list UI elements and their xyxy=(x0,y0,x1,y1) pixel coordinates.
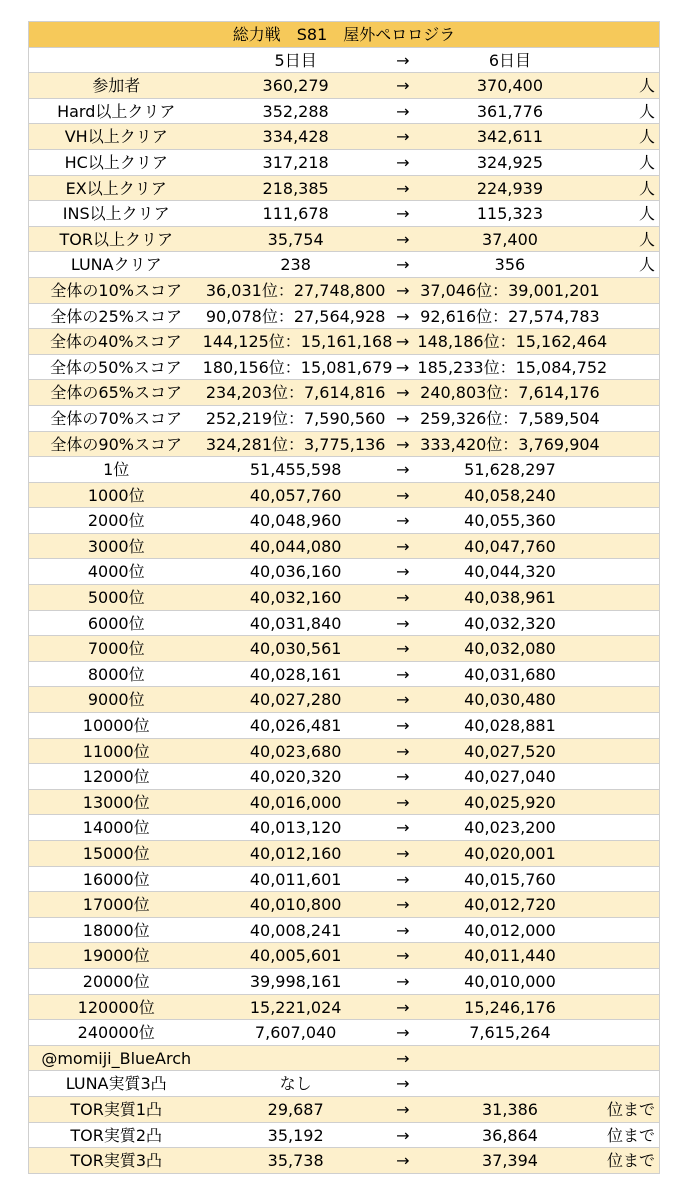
row-unit xyxy=(602,559,659,584)
row-day5-value: 111,678 xyxy=(262,204,329,224)
row-day6-value: 31,386 xyxy=(481,1099,538,1119)
table-body xyxy=(28,73,660,1174)
row-arrow: → xyxy=(396,101,410,121)
row-label: @momiji_BlueArch xyxy=(41,1048,192,1068)
row-arrow: → xyxy=(395,332,410,352)
row-label: 参加者 xyxy=(92,76,141,96)
row-arrow: → xyxy=(396,792,410,812)
row-day5-value: 252,219位：7,590,560 xyxy=(205,408,386,428)
row-label: 240000位 xyxy=(77,1023,155,1043)
row-day6-value: 342,611 xyxy=(476,127,544,147)
table-row xyxy=(28,611,660,637)
row-label: 全体の90%スコア xyxy=(50,434,182,454)
row-unit: 人 xyxy=(638,127,655,147)
row-day5-value: 40,036,160 xyxy=(249,562,342,582)
row-arrow: → xyxy=(396,562,410,582)
row-arrow: → xyxy=(396,229,410,249)
row-arrow: → xyxy=(395,357,410,377)
row-label: 9000位 xyxy=(87,690,145,710)
header-day5: 5日目 xyxy=(274,50,317,70)
row-arrow: → xyxy=(396,767,410,787)
row-day6-value xyxy=(418,1071,602,1096)
table-row xyxy=(28,790,660,816)
row-arrow: → xyxy=(396,690,410,710)
row-label: VH以上クリア xyxy=(64,127,168,147)
table-row xyxy=(28,329,660,355)
row-unit: 位まで xyxy=(606,1099,655,1119)
row-arrow: → xyxy=(396,920,410,940)
row-day5-value: 36,031位：27,748,800 xyxy=(205,280,386,300)
row-unit xyxy=(602,304,659,329)
row-unit xyxy=(602,508,659,533)
row-day6-value: 224,939 xyxy=(476,178,544,198)
row-unit: 人 xyxy=(638,229,655,249)
row-day6-value: 40,032,320 xyxy=(464,613,556,633)
row-arrow: → xyxy=(396,946,410,966)
row-label: 1000位 xyxy=(87,485,145,505)
table-row xyxy=(28,739,660,765)
row-arrow: → xyxy=(396,434,410,454)
table-row xyxy=(28,406,660,432)
table-row xyxy=(28,201,660,227)
row-day6-value: 40,027,520 xyxy=(464,741,556,761)
row-arrow: → xyxy=(396,844,410,863)
table-row xyxy=(28,687,660,713)
table-row xyxy=(28,662,660,688)
row-arrow: → xyxy=(396,895,410,915)
row-unit xyxy=(602,278,659,303)
row-arrow: → xyxy=(396,869,410,889)
table-row xyxy=(28,508,660,534)
row-arrow: → xyxy=(396,383,410,403)
row-day6-value: 40,032,080 xyxy=(464,639,556,659)
row-arrow: → xyxy=(396,152,410,172)
row-day6-value: 37,046位：39,001,201 xyxy=(420,280,600,300)
header-day6: 6日目 xyxy=(488,50,532,70)
row-arrow: → xyxy=(396,485,410,505)
row-day5-value: 40,011,601 xyxy=(249,869,342,889)
row-label: 2000位 xyxy=(87,511,145,531)
row-day5-value: 7,607,040 xyxy=(254,1023,337,1043)
row-day5-value: 40,031,840 xyxy=(249,613,342,633)
row-unit xyxy=(602,918,659,943)
table-row xyxy=(28,1148,660,1174)
row-day5-value: 40,057,760 xyxy=(249,485,342,505)
row-day6-value: 40,028,881 xyxy=(464,716,556,736)
row-arrow: → xyxy=(396,818,410,838)
row-unit: 人 xyxy=(638,255,655,275)
table-row xyxy=(28,918,660,944)
row-day5-value: 234,203位：7,614,816 xyxy=(205,383,386,403)
table-row xyxy=(28,764,660,790)
row-label: 全体の25%スコア xyxy=(50,306,182,326)
row-arrow: → xyxy=(396,178,410,198)
table-row xyxy=(28,867,660,893)
row-label: 20000位 xyxy=(82,971,150,991)
row-day5-value: 238 xyxy=(280,255,311,275)
table-row xyxy=(28,176,660,202)
table-row xyxy=(28,99,660,125)
table-row xyxy=(28,585,660,611)
row-day6-value: 37,400 xyxy=(481,229,538,249)
row-day6-value: 40,031,680 xyxy=(464,664,556,684)
table-row xyxy=(28,995,660,1021)
row-day6-value: 40,012,000 xyxy=(464,920,556,940)
row-day6-value: 40,011,440 xyxy=(464,946,556,966)
table-row xyxy=(28,432,660,458)
row-unit xyxy=(602,995,659,1020)
row-arrow: → xyxy=(396,639,410,659)
row-unit: 人 xyxy=(638,152,655,172)
table-title: 総力戦 S81 屋外ペロロジラ xyxy=(232,25,456,44)
table-row xyxy=(28,252,660,278)
table-row xyxy=(28,304,660,330)
row-day5-value: 40,008,241 xyxy=(249,920,342,940)
row-day5-value: 35,192 xyxy=(267,1125,324,1145)
row-day6-value: 40,047,760 xyxy=(464,536,556,556)
row-day5-value: 40,012,160 xyxy=(249,844,342,863)
row-label: 10000位 xyxy=(82,716,150,736)
row-day6-value: 40,058,240 xyxy=(464,485,556,505)
row-arrow: → xyxy=(396,741,410,761)
row-arrow: → xyxy=(396,536,410,556)
row-day5-value: 40,027,280 xyxy=(249,690,342,710)
row-label: 14000位 xyxy=(82,818,150,838)
row-day6-value: 356 xyxy=(494,255,526,275)
row-label: TOR実質2凸 xyxy=(70,1125,163,1145)
row-day6-value: 40,027,040 xyxy=(464,767,556,787)
row-day5-value: 40,023,680 xyxy=(249,741,342,761)
row-unit xyxy=(602,406,659,431)
row-unit xyxy=(602,764,659,789)
row-unit xyxy=(602,585,659,610)
row-label: 15000位 xyxy=(82,844,150,863)
row-day6-value: 15,246,176 xyxy=(464,997,556,1017)
header-unit xyxy=(602,48,659,73)
row-day6-value: 40,038,961 xyxy=(464,588,556,608)
table-row xyxy=(28,815,660,841)
table-row xyxy=(28,483,660,509)
row-day5-value: 180,156位：15,081,679 xyxy=(202,357,393,377)
row-day6-value: 370,400 xyxy=(476,76,544,96)
row-unit xyxy=(602,329,659,354)
table-row xyxy=(28,380,660,406)
row-day6-value: 92,616位：27,574,783 xyxy=(420,306,600,326)
row-arrow: → xyxy=(396,306,410,326)
row-day6-value: 40,020,001 xyxy=(464,844,556,863)
row-label: 18000位 xyxy=(82,920,150,940)
row-day6-value: 40,055,360 xyxy=(464,511,556,531)
row-label: 全体の40%スコア xyxy=(50,332,182,352)
table-row xyxy=(28,1097,660,1123)
table-row xyxy=(28,1046,660,1072)
row-arrow: → xyxy=(396,460,410,480)
row-label: 3000位 xyxy=(87,536,145,556)
row-label: 4000位 xyxy=(87,562,145,582)
row-label: LUNA実質3凸 xyxy=(65,1074,167,1094)
table-row xyxy=(28,1020,660,1046)
table-row xyxy=(28,150,660,176)
row-day5-value: 15,221,024 xyxy=(249,997,342,1017)
table-row xyxy=(28,355,660,381)
row-unit: 位まで xyxy=(606,1151,655,1171)
row-day6-value: 40,012,720 xyxy=(464,895,556,915)
row-arrow: → xyxy=(396,971,410,991)
row-unit: 人 xyxy=(638,76,655,96)
row-day5-value: 39,998,161 xyxy=(249,971,342,991)
row-arrow: → xyxy=(396,204,410,224)
row-day6-value: 40,030,480 xyxy=(464,690,556,710)
row-day6-value: 148,186位：15,162,464 xyxy=(417,332,608,352)
row-arrow: → xyxy=(396,1023,410,1043)
row-unit xyxy=(602,1046,659,1071)
row-unit xyxy=(602,841,659,866)
row-label: 全体の70%スコア xyxy=(50,408,182,428)
row-day5-value: 218,385 xyxy=(262,178,329,198)
table-row xyxy=(28,534,660,560)
row-day6-value: 40,025,920 xyxy=(464,792,556,812)
row-day5-value: 324,281位：3,775,136 xyxy=(205,434,386,454)
row-day5-value: 352,288 xyxy=(262,101,329,121)
row-day5-value xyxy=(203,1046,387,1071)
row-day6-value: 36,864 xyxy=(481,1125,538,1145)
row-unit xyxy=(602,943,659,968)
table-row xyxy=(28,892,660,918)
row-day5-value: 360,279 xyxy=(262,76,329,96)
row-arrow: → xyxy=(396,664,410,684)
row-label: Hard以上クリア xyxy=(57,101,176,121)
row-label: 17000位 xyxy=(82,895,150,915)
row-label: HC以上クリア xyxy=(64,152,168,172)
row-day6-value: 324,925 xyxy=(476,152,544,172)
row-label: 全体の65%スコア xyxy=(50,383,182,403)
row-day5-value: 40,005,601 xyxy=(249,946,342,966)
row-unit xyxy=(602,432,659,457)
row-day5-value: 35,754 xyxy=(267,229,324,249)
row-day5-value: 40,020,320 xyxy=(249,767,342,787)
row-arrow: → xyxy=(396,255,410,275)
row-day6-value: 40,044,320 xyxy=(464,562,556,582)
table-row xyxy=(28,559,660,585)
row-day5-value: 51,455,598 xyxy=(249,460,342,480)
row-day6-value: 40,023,200 xyxy=(464,818,556,838)
row-arrow: → xyxy=(396,511,410,531)
row-day5-value: 40,028,161 xyxy=(249,664,342,684)
row-arrow: → xyxy=(396,613,410,633)
row-label: LUNAクリア xyxy=(70,255,162,275)
table-row xyxy=(28,457,660,483)
table-row xyxy=(28,1071,660,1097)
row-label: 6000位 xyxy=(87,613,145,633)
table-row xyxy=(28,969,660,995)
row-day6-value: 333,420位：3,769,904 xyxy=(420,434,600,454)
row-unit xyxy=(602,662,659,687)
row-day6-value: 185,233位：15,084,752 xyxy=(417,357,608,377)
row-label: 7000位 xyxy=(87,639,145,659)
row-arrow: → xyxy=(396,997,410,1017)
table-row xyxy=(28,1123,660,1149)
row-label: 5000位 xyxy=(87,588,145,608)
row-arrow: → xyxy=(396,76,410,96)
row-arrow: → xyxy=(396,1048,410,1068)
row-day5-value: 40,026,481 xyxy=(249,716,342,736)
row-day5-value: 317,218 xyxy=(262,152,329,172)
row-day5-value: 40,048,960 xyxy=(249,511,342,531)
row-arrow: → xyxy=(396,280,410,300)
table-row xyxy=(28,841,660,867)
row-unit xyxy=(602,969,659,994)
row-unit xyxy=(602,355,659,380)
row-unit xyxy=(602,790,659,815)
row-arrow: → xyxy=(396,127,410,147)
row-label: 19000位 xyxy=(82,946,150,966)
row-arrow: → xyxy=(396,1125,410,1145)
row-unit: 人 xyxy=(638,204,655,224)
table-row xyxy=(28,636,660,662)
row-day6-value: 7,615,264 xyxy=(469,1023,551,1043)
row-arrow: → xyxy=(396,1074,410,1094)
row-arrow: → xyxy=(396,408,410,428)
row-unit: 人 xyxy=(638,101,655,121)
row-arrow: → xyxy=(396,1151,410,1171)
row-day6-value: 40,010,000 xyxy=(464,971,556,991)
row-day5-value: 40,030,561 xyxy=(249,639,342,659)
row-unit xyxy=(602,713,659,738)
row-label: 1位 xyxy=(103,460,130,480)
row-arrow: → xyxy=(396,588,410,608)
row-unit xyxy=(602,457,659,482)
row-unit xyxy=(602,739,659,764)
row-unit xyxy=(602,1071,659,1096)
row-day5-value: 40,044,080 xyxy=(249,536,342,556)
row-label: 8000位 xyxy=(87,664,145,684)
row-unit xyxy=(602,534,659,559)
row-day5-value: 35,738 xyxy=(267,1151,324,1171)
row-unit xyxy=(602,892,659,917)
table-row xyxy=(28,73,660,99)
header-row xyxy=(28,48,660,74)
row-day6-value: 37,394 xyxy=(481,1151,538,1171)
table-row xyxy=(28,227,660,253)
row-label: 120000位 xyxy=(77,997,155,1017)
row-day6-value xyxy=(418,1046,602,1071)
row-unit: 位まで xyxy=(606,1125,655,1145)
row-unit xyxy=(602,867,659,892)
row-unit xyxy=(602,687,659,712)
row-label: EX以上クリア xyxy=(65,178,167,198)
row-day6-value: 40,015,760 xyxy=(464,869,556,889)
row-day5-value: 40,032,160 xyxy=(249,588,342,608)
row-label: 11000位 xyxy=(82,741,150,761)
row-day5-value: 40,013,120 xyxy=(249,818,342,838)
row-day5-value: 40,010,800 xyxy=(249,895,342,915)
row-unit xyxy=(602,815,659,840)
spreadsheet-table xyxy=(28,21,660,1174)
row-day5-value: 90,078位：27,564,928 xyxy=(205,306,386,326)
row-arrow: → xyxy=(396,716,410,736)
table-row xyxy=(28,713,660,739)
row-day5-value: なし xyxy=(279,1074,312,1094)
header-arrow: → xyxy=(396,50,410,70)
row-unit xyxy=(602,611,659,636)
row-day6-value: 51,628,297 xyxy=(464,460,556,480)
row-label: TOR実質3凸 xyxy=(70,1151,163,1171)
row-day6-value: 361,776 xyxy=(476,101,544,121)
row-unit xyxy=(602,380,659,405)
row-label: INS以上クリア xyxy=(62,204,170,224)
row-label: 16000位 xyxy=(82,869,150,889)
row-arrow: → xyxy=(396,1099,410,1119)
row-day6-value: 240,803位：7,614,176 xyxy=(420,383,600,403)
table-row xyxy=(28,278,660,304)
row-day6-value: 259,326位：7,589,504 xyxy=(420,408,600,428)
row-label: 12000位 xyxy=(82,767,150,787)
row-label: 13000位 xyxy=(82,792,150,812)
table-title-row xyxy=(28,22,660,48)
row-day5-value: 40,016,000 xyxy=(249,792,342,812)
row-day5-value: 144,125位：15,161,168 xyxy=(202,332,393,352)
row-unit xyxy=(602,636,659,661)
table-row xyxy=(28,943,660,969)
row-day5-value: 334,428 xyxy=(262,127,329,147)
row-unit: 人 xyxy=(638,178,655,198)
row-day5-value: 29,687 xyxy=(267,1099,324,1119)
row-label: 全体の10%スコア xyxy=(50,280,182,300)
row-day6-value: 115,323 xyxy=(476,204,544,224)
table-row xyxy=(28,124,660,150)
header-label xyxy=(29,48,203,73)
row-label: 全体の50%スコア xyxy=(50,357,182,377)
row-label: TOR以上クリア xyxy=(59,229,173,249)
row-unit xyxy=(602,483,659,508)
row-unit xyxy=(602,1020,659,1045)
row-label: TOR実質1凸 xyxy=(70,1099,163,1119)
